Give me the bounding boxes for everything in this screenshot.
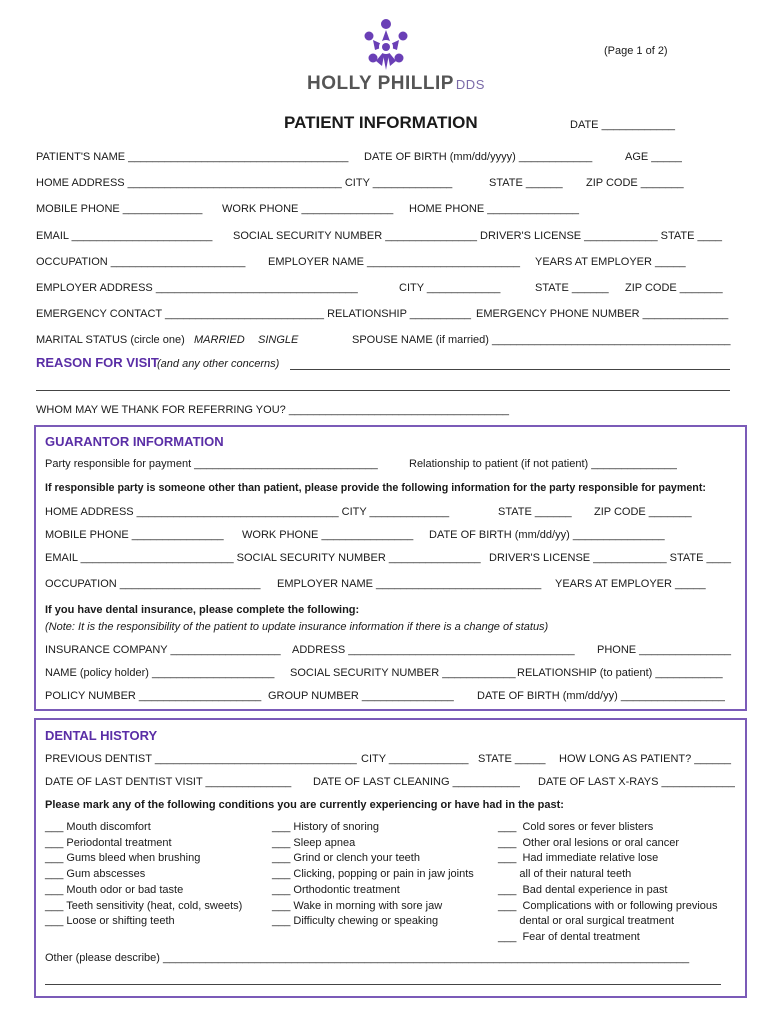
insurance-address-field[interactable]: ADDRESS _____________________________________: [292, 644, 575, 656]
g-state-field[interactable]: STATE ______: [498, 506, 572, 518]
insurance-title: If you have dental insurance, please complete the following:: [45, 604, 360, 616]
employer-address-field[interactable]: EMPLOYER ADDRESS _________________________________: [36, 282, 358, 294]
ssn-field[interactable]: SOCIAL SECURITY NUMBER _______________: [233, 230, 477, 242]
g-drivers-license-field[interactable]: DRIVER'S LICENSE ____________ STATE ____: [489, 552, 731, 564]
condition-item[interactable]: ___ Mouth odor or bad taste: [45, 884, 184, 896]
dental-history-title: DENTAL HISTORY: [45, 728, 158, 743]
other-describe-field[interactable]: Other (please describe) ______________________________________________________________________________________: [45, 952, 690, 964]
page-title: PATIENT INFORMATION: [284, 113, 478, 132]
single-option[interactable]: SINGLE: [258, 334, 299, 346]
condition-item-continued: dental or oral surgical treatment: [498, 915, 675, 927]
referral-field[interactable]: WHOM MAY WE THANK FOR REFERRING YOU? ____________________________________: [36, 404, 510, 416]
patient-name-field[interactable]: PATIENT'S NAME ____________________________________: [36, 151, 349, 163]
condition-item[interactable]: ___ Fear of dental treatment: [498, 931, 640, 943]
brand-name: HOLLY PHILLIP DDS: [307, 73, 485, 94]
previous-dentist-field[interactable]: PREVIOUS DENTIST _________________________________: [45, 753, 357, 765]
g-years-employer-field[interactable]: YEARS AT EMPLOYER _____: [555, 578, 706, 590]
reason-title: REASON FOR VISIT: [36, 355, 159, 370]
group-number-field[interactable]: GROUP NUMBER _______________: [268, 690, 454, 702]
logo-icon: [355, 14, 417, 76]
g-dob-field[interactable]: DATE OF BIRTH (mm/dd/yy) _______________: [429, 529, 665, 541]
how-long-field[interactable]: HOW LONG AS PATIENT? ______: [559, 753, 731, 765]
mobile-phone-field[interactable]: MOBILE PHONE _____________: [36, 203, 203, 215]
condition-item[interactable]: ___ Difficulty chewing or speaking: [272, 915, 439, 927]
reason-line-2[interactable]: [36, 390, 730, 391]
g-mobile-phone-field[interactable]: MOBILE PHONE _______________: [45, 529, 224, 541]
condition-item[interactable]: ___ Wake in morning with sore jaw: [272, 900, 443, 912]
condition-item[interactable]: ___ Sleep apnea: [272, 837, 356, 849]
conditions-prompt: Please mark any of the following conditions you are currently experiencing or have had in the past:: [45, 799, 564, 811]
years-employer-field[interactable]: YEARS AT EMPLOYER _____: [535, 256, 686, 268]
condition-item[interactable]: ___ Gum abscesses: [45, 868, 146, 880]
married-option[interactable]: MARRIED: [194, 334, 245, 346]
holder-ssn-field[interactable]: SOCIAL SECURITY NUMBER ____________: [290, 667, 516, 679]
home-phone-field[interactable]: HOME PHONE _______________: [409, 203, 579, 215]
reason-note: (and any other concerns): [157, 358, 280, 370]
emergency-phone-field[interactable]: EMERGENCY PHONE NUMBER ______________: [476, 308, 729, 320]
condition-item[interactable]: ___ Cold sores or fever blisters: [498, 821, 654, 833]
policy-number-field[interactable]: POLICY NUMBER ____________________: [45, 690, 262, 702]
condition-item[interactable]: ___ Teeth sensitivity (heat, cold, sweets): [45, 900, 243, 912]
page-indicator: (Page 1 of 2): [604, 45, 668, 57]
g-home-address-field[interactable]: HOME ADDRESS _________________________________ CITY _____________: [45, 506, 450, 518]
condition-item[interactable]: ___ Other oral lesions or oral cancer: [498, 837, 679, 849]
home-address-field[interactable]: HOME ADDRESS ___________________________________ CITY _____________: [36, 177, 453, 189]
email-field[interactable]: EMAIL _______________________: [36, 230, 213, 242]
occupation-field[interactable]: OCCUPATION ______________________: [36, 256, 246, 268]
dentist-city-field[interactable]: CITY _____________: [361, 753, 469, 765]
condition-item[interactable]: ___ History of snoring: [272, 821, 379, 833]
guarantor-note: If responsible party is someone other than patient, please provide the following information for the party responsible for payment:: [45, 482, 706, 494]
spouse-name-field[interactable]: SPOUSE NAME (if married) _______________________________________: [352, 334, 731, 346]
employer-state-field[interactable]: STATE ______: [535, 282, 609, 294]
age-field[interactable]: AGE _____: [625, 151, 682, 163]
zip-field[interactable]: ZIP CODE _______: [586, 177, 684, 189]
reason-line-1[interactable]: [290, 369, 730, 370]
condition-item[interactable]: ___ Clicking, popping or pain in jaw joints: [272, 868, 474, 880]
last-xrays-field[interactable]: DATE OF LAST X-RAYS ____________: [538, 776, 735, 788]
condition-item[interactable]: ___ Gums bleed when brushing: [45, 852, 201, 864]
employer-city-field[interactable]: CITY ____________: [399, 282, 501, 294]
date-field[interactable]: DATE ____________: [570, 119, 675, 131]
insurance-phone-field[interactable]: PHONE _______________: [597, 644, 731, 656]
last-visit-field[interactable]: DATE OF LAST DENTIST VISIT ______________: [45, 776, 292, 788]
holder-dob-field[interactable]: DATE OF BIRTH (mm/dd/yy) _________________: [477, 690, 725, 702]
condition-item[interactable]: ___ Mouth discomfort: [45, 821, 151, 833]
condition-item[interactable]: ___ Periodontal treatment: [45, 837, 172, 849]
marital-status-label: MARITAL STATUS (circle one): [36, 334, 185, 346]
dentist-state-field[interactable]: STATE _____: [478, 753, 546, 765]
relationship-to-patient-field[interactable]: Relationship to patient (if not patient) ______________: [409, 458, 677, 470]
dob-field[interactable]: DATE OF BIRTH (mm/dd/yyyy) ____________: [364, 151, 593, 163]
condition-item[interactable]: ___ Had immediate relative lose: [498, 852, 659, 864]
g-work-phone-field[interactable]: WORK PHONE _______________: [242, 529, 414, 541]
insurance-note: (Note: It is the responsibility of the patient to update insurance information if there is a change of status): [45, 621, 549, 633]
g-zip-field[interactable]: ZIP CODE _______: [594, 506, 692, 518]
employer-zip-field[interactable]: ZIP CODE _______: [625, 282, 723, 294]
party-responsible-field[interactable]: Party responsible for payment ______________________________: [45, 458, 378, 470]
guarantor-title: GUARANTOR INFORMATION: [45, 434, 224, 449]
holder-relationship-field[interactable]: RELATIONSHIP (to patient) ___________: [517, 667, 723, 679]
condition-item[interactable]: ___ Orthodontic treatment: [272, 884, 400, 896]
g-employer-name-field[interactable]: EMPLOYER NAME ___________________________: [277, 578, 542, 590]
condition-item[interactable]: ___ Loose or shifting teeth: [45, 915, 175, 927]
insurance-company-field[interactable]: INSURANCE COMPANY __________________: [45, 644, 281, 656]
g-email-ssn-field[interactable]: EMAIL _________________________ SOCIAL SECURITY NUMBER _______________: [45, 552, 481, 564]
condition-item[interactable]: ___ Grind or clench your teeth: [272, 852, 420, 864]
condition-item[interactable]: ___ Bad dental experience in past: [498, 884, 668, 896]
condition-item[interactable]: ___ Complications with or following previous: [498, 900, 718, 912]
policy-holder-field[interactable]: NAME (policy holder) ____________________: [45, 667, 275, 679]
other-describe-line[interactable]: [45, 984, 721, 985]
drivers-license-field[interactable]: DRIVER'S LICENSE ____________ STATE ____: [480, 230, 722, 242]
work-phone-field[interactable]: WORK PHONE _______________: [222, 203, 394, 215]
last-cleaning-field[interactable]: DATE OF LAST CLEANING ___________: [313, 776, 520, 788]
condition-item-continued: all of their natural teeth: [498, 868, 632, 880]
g-occupation-field[interactable]: OCCUPATION _______________________: [45, 578, 261, 590]
emergency-contact-field[interactable]: EMERGENCY CONTACT __________________________ RELATIONSHIP __________: [36, 308, 471, 320]
state-field[interactable]: STATE ______: [489, 177, 563, 189]
employer-name-field[interactable]: EMPLOYER NAME _________________________: [268, 256, 520, 268]
